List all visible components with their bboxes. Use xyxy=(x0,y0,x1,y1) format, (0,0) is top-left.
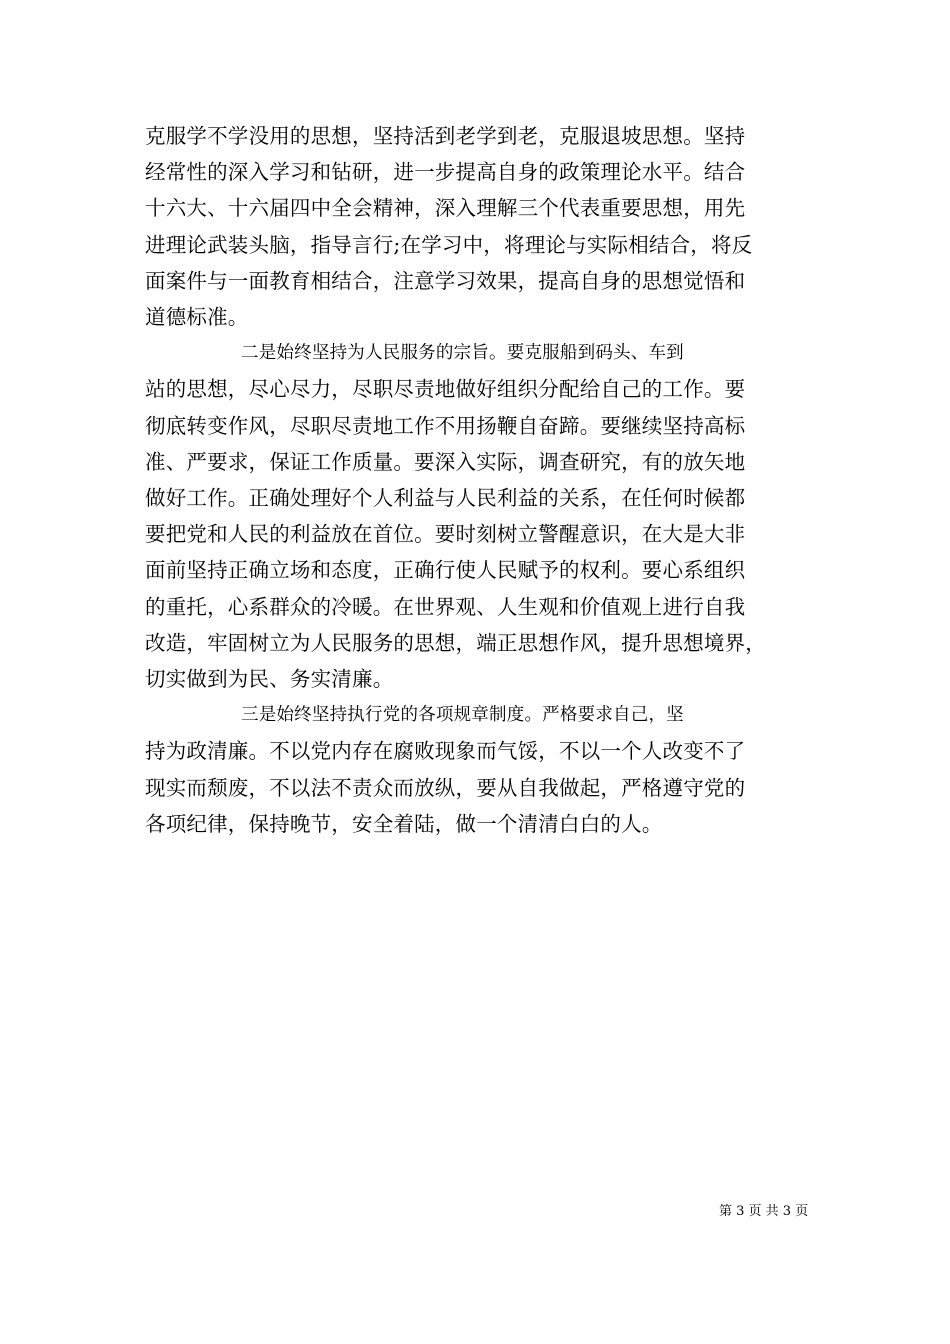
text-line: 克服学不学没用的思想，坚持活到老学到老，克服退坡思想。坚持 xyxy=(145,124,746,148)
page-number-footer: 第 3 页 共 3 页 xyxy=(719,1204,809,1219)
text-line: 道德标准。 xyxy=(145,305,249,330)
text-line: 准、严要求，保证工作质量。要深入实际，调查研究，有的放矢地 xyxy=(145,449,746,474)
text-line: 彻底转变作风，尽职尽责地工作不用扬鞭自奋蹄。要继续坚持高标 xyxy=(145,413,746,438)
text-line: 二是始终坚持为人民服务的宗旨。要克服船到码头、车到 xyxy=(241,343,684,364)
text-line: 持为政清廉。不以党内存在腐败现象而气馁，不以一个人改变不了 xyxy=(145,739,746,764)
text-line: 要把党和人民的利益放在首位。要时刻树立警醒意识，在大是大非 xyxy=(145,522,746,547)
paragraph-1 xyxy=(145,118,807,335)
text-line: 面前坚持正确立场和态度，正确行使人民赋予的权利。要心系组织 xyxy=(145,558,746,583)
body-text xyxy=(145,118,807,842)
text-line: 做好工作。正确处理好个人利益与人民利益的关系，在任何时候都 xyxy=(145,486,746,511)
text-line: 现实而颓废，不以法不责众而放纵，要从自我做起，严格遵守党的 xyxy=(145,775,746,800)
text-line: 面案件与一面教育相结合，注意学习效果，提高自身的思想觉悟和 xyxy=(145,268,746,293)
text-line: 站的思想，尽心尽力，尽职尽责地做好组织分配给自己的工作。要 xyxy=(145,377,746,402)
text-line: 经常性的深入学习和钻研，进一步提高自身的政策理论水平。结合 xyxy=(145,160,746,185)
text-line: 的重托，心系群众的冷暖。在世界观、人生观和价值观上进行自我 xyxy=(145,594,746,619)
text-line: 进理论武装头脑，指导言行;在学习中，将理论与实际相结合，将反 xyxy=(145,232,753,257)
text-line: 改造，牢固树立为人民服务的思想，端正思想作风，提升思想境界， xyxy=(145,630,766,655)
text-line: 十六大、十六届四中全会精神，深入理解三个代表重要思想，用先 xyxy=(145,196,746,221)
text-line: 三是始终坚持执行党的各项规章制度。严格要求自己，坚 xyxy=(241,705,684,726)
paragraph-3 xyxy=(145,697,807,842)
text-line: 各项纪律，保持晚节，安全着陆，做一个清清白白的人。 xyxy=(145,811,663,836)
text-line: 切实做到为民、务实清廉。 xyxy=(145,667,394,692)
paragraph-2 xyxy=(145,335,807,697)
